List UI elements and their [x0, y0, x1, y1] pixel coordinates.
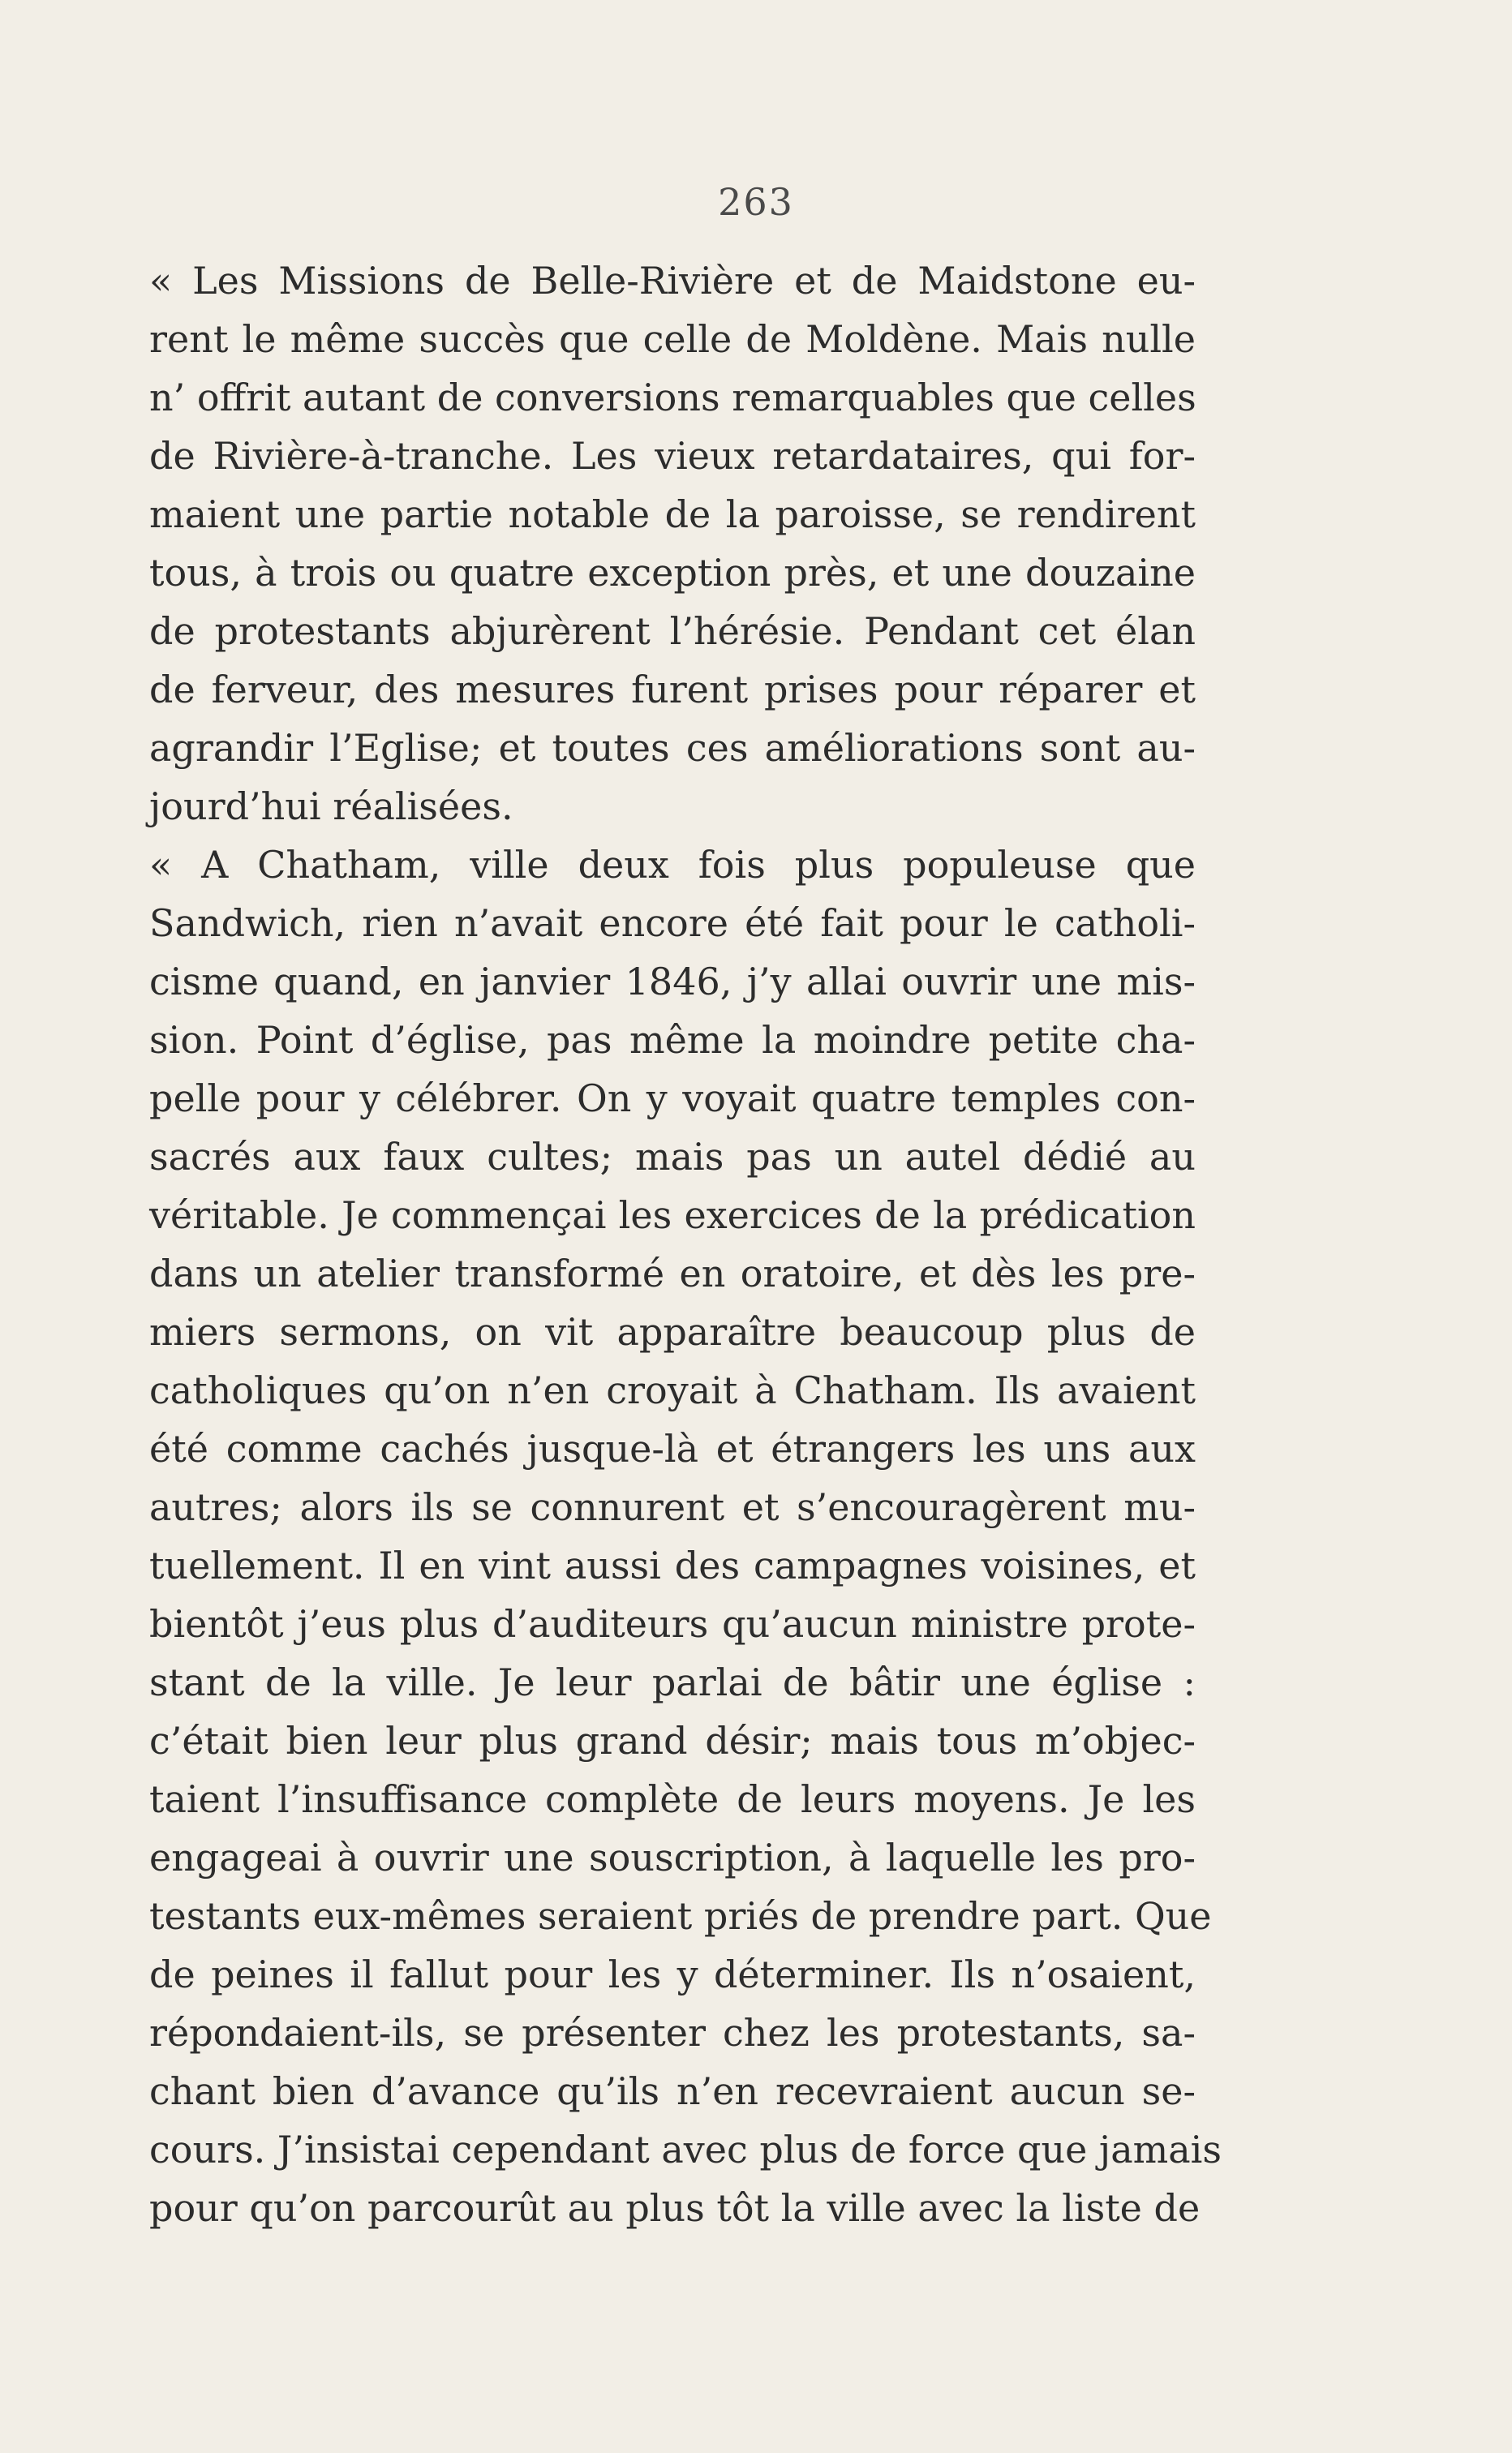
- text-line: de protestants abjurèrent l’hérésie. Pendant cet élan: [149, 609, 1196, 653]
- text-line: Sandwich, rien n’avait encore été fait pour le catholi-: [149, 901, 1196, 945]
- text-line: taient l’insuffisance complète de leurs moyens. Je les: [149, 1777, 1196, 1821]
- text-line: tous, à trois ou quatre exception près, et une douzaine: [149, 551, 1196, 595]
- text-line: pour qu’on parcourût au plus tôt la ville avec la liste de: [149, 2186, 1201, 2230]
- text-line: testants eux-mêmes seraient priés de prendre part. Que: [149, 1894, 1212, 1938]
- text-line: bientôt j’eus plus d’auditeurs qu’aucun ministre prote-: [149, 1602, 1196, 1646]
- text-line: autres; alors ils se connurent et s’encouragèrent mu-: [149, 1485, 1196, 1529]
- text-line: miers sermons, on vit apparaître beaucoup plus de: [149, 1310, 1196, 1354]
- text-line: de Rivière-à-tranche. Les vieux retardataires, qui for-: [149, 434, 1196, 478]
- text-line: sacrés aux faux cultes; mais pas un autel dédié au: [149, 1135, 1196, 1179]
- text-line: c’était bien leur plus grand désir; mais tous m’objec-: [149, 1719, 1196, 1763]
- text-line: dans un atelier transformé en oratoire, et dès les pre-: [149, 1252, 1196, 1295]
- text-line: « Les Missions de Belle-Rivière et de Maidstone eu-: [149, 259, 1196, 303]
- page-number: 263: [718, 180, 794, 224]
- text-line: chant bien d’avance qu’ils n’en recevraient aucun se-: [149, 2069, 1196, 2113]
- text-line: maient une partie notable de la paroisse, se rendirent: [149, 492, 1196, 536]
- text-line: rent le même succès que celle de Moldène. Mais nulle: [149, 317, 1196, 361]
- text-line: « A Chatham, ville deux fois plus populeuse que: [149, 843, 1196, 887]
- text-line: engageai à ouvrir une souscription, à laquelle les pro-: [149, 1836, 1196, 1879]
- text-line: été comme cachés jusque-là et étrangers les uns aux: [149, 1427, 1196, 1471]
- text-line: répondaient-ils, se présenter chez les protestants, sa-: [149, 2011, 1196, 2055]
- body-text: [149, 251, 1222, 2237]
- text-line: sion. Point d’église, pas même la moindre petite cha-: [149, 1018, 1196, 1062]
- text-line: agrandir l’Eglise; et toutes ces améliorations sont au-: [149, 726, 1196, 770]
- text-line: cisme quand, en janvier 1846, j’y allai ouvrir une mis-: [149, 960, 1196, 1003]
- text-line: catholiques qu’on n’en croyait à Chatham. Ils avaient: [149, 1368, 1196, 1412]
- text-line: stant de la ville. Je leur parlai de bâtir une église :: [149, 1660, 1196, 1704]
- text-line: tuellement. Il en vint aussi des campagnes voisines, et: [149, 1544, 1196, 1587]
- text-line: cours. J’insistai cependant avec plus de force que jamais: [149, 2128, 1222, 2172]
- text-line: de peines il fallut pour les y déterminer. Ils n’osaient,: [149, 1953, 1196, 1996]
- text-line: de ferveur, des mesures furent prises pour réparer et: [149, 668, 1196, 711]
- text-line: jourd’hui réalisées.: [149, 784, 513, 828]
- text-line: pelle pour y célébrer. On y voyait quatre temples con-: [149, 1076, 1196, 1120]
- text-line: véritable. Je commençai les exercices de la prédication: [149, 1193, 1196, 1237]
- text-line: n’ offrit autant de conversions remarquables que celles: [149, 376, 1196, 419]
